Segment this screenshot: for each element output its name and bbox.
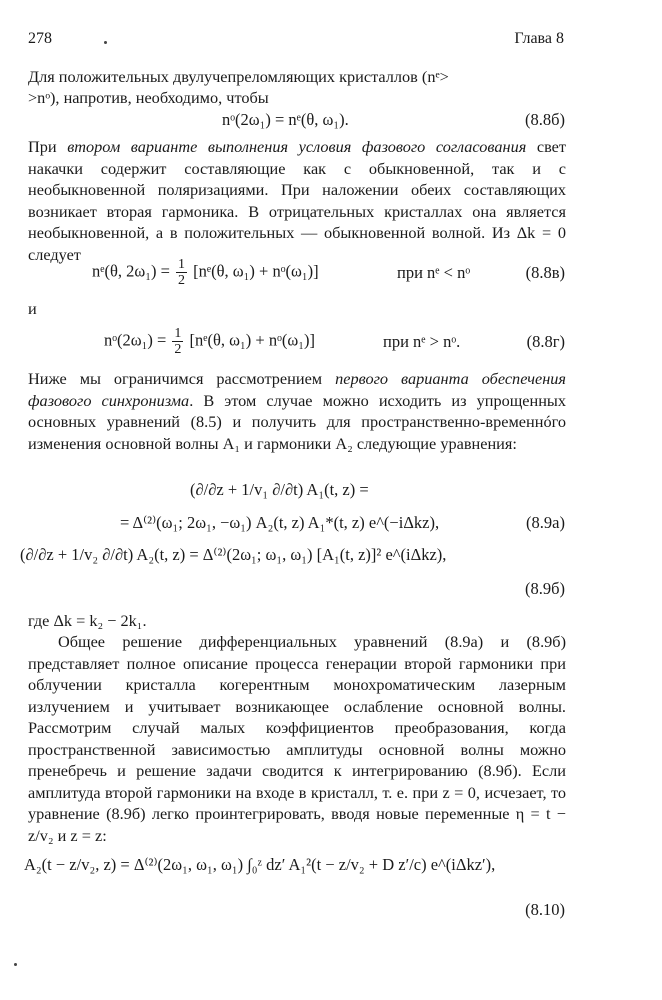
equation-8-9a-line2: = Δ⁽²⁾(ω₁; 2ω₁, −ω₁) A₂(t, z) A₁*(t, z) e^(−iΔkz), bbox=[120, 513, 440, 532]
para3-rest: . В этом случае можно исходить из упрощенных основных уравнений (8.5) и получить для пространственно-временнóго изменения основной волны A₁ и гармоники A₂ следующие уравнения: bbox=[28, 390, 567, 453]
print-speck bbox=[104, 41, 107, 44]
para3-italic: первого варианта обеспечения фазового синхронизма bbox=[28, 369, 566, 410]
para2-italic: втором варианте выполнения условия фазового согласования bbox=[67, 137, 527, 156]
para2-rest: свет накачки содержит составляющие как с обыкновенной, так и с необыкновенной поляризациями. При наложении обеих составляющих возникает вторая гармоника. В отрицательных кристаллах она является необыкновенной, а в положительных — обыкновенной волной. Из Δk = 0 следует bbox=[28, 137, 567, 264]
para2-lead: При bbox=[28, 137, 68, 156]
eq-8-8v-condition: при nᵉ < nᵒ bbox=[397, 263, 471, 282]
equation-8-9b: (∂/∂z + 1/v₂ ∂/∂t) A₂(t, z) = Δ⁽²⁾(2ω₁; ω₁, ω₁) [A₁(t, z)]² e^(iΔkz), bbox=[20, 545, 447, 564]
equation-number-8-8g: (8.8г) bbox=[526, 332, 565, 351]
equation-number-8-8b: (8.8б) bbox=[524, 110, 565, 129]
print-speck bbox=[14, 963, 17, 966]
eq-8-8v-left: nᵉ(θ, 2ω₁) = bbox=[92, 261, 170, 281]
eq-8-8v-bracket: [nᵉ(θ, ω₁) + nᵒ(ω₁)] bbox=[193, 261, 319, 281]
equation-8-10: A₂(t − z/v₂, z) = Δ⁽²⁾(2ω₁, ω₁, ω₁) ∫₀ᶻ dz′ A₁²(t − z/v₂ + D z′/c) e^(iΔkz′), bbox=[24, 855, 496, 874]
equation-number-8-9a: (8.9а) bbox=[526, 513, 565, 532]
equation-8-8v bbox=[92, 257, 319, 288]
chapter-heading: Глава 8 bbox=[514, 30, 564, 47]
equation-8-8g bbox=[104, 326, 315, 357]
eq-8-8g-left: nᵒ(2ω₁) = bbox=[104, 330, 167, 350]
fraction-one-half: $\frac{1}{2}$ bbox=[174, 326, 182, 357]
equation-8-9a-line1: (∂/∂z + 1/v₁ ∂/∂t) A₁(t, z) = bbox=[190, 480, 369, 499]
para1-line1: Для положительных двулучепреломляющих кристаллов (nᵉ> bbox=[28, 67, 449, 86]
paragraph-general-solution: Общее решение дифференциальных уравнений (8.9а) и (8.9б) представляет полное описание процесса генерации второй гармоники при облучении кристалла когерентным монохроматическим лазерным излучением и учитывает возникающее ослабление основной волны. Рассмотрим случай малых коэффициентов преобразования, когда пространственной зависимостью амплитуды основной волны можно пренебречь и решение задачи сводится к интегрированию (8.9б). Если амплитуда второй гармоники на входе в кристалл, т. е. при z = 0, исчезает, то уравнение (8.9б) легко проинтегрировать, вводя новые переменные η = t − z/v₂ и z = z: bbox=[28, 632, 566, 845]
equation-number-8-9b: (8.9б) bbox=[524, 579, 565, 598]
para3-lead: Ниже мы ограничимся рассмотрением bbox=[28, 369, 336, 388]
para1-line2: >nᵒ), напротив, необходимо, чтобы bbox=[28, 88, 269, 107]
page-number: 278 bbox=[28, 30, 52, 47]
fraction-one-half: $\frac{1}{2}$ bbox=[178, 257, 186, 288]
paragraph-second-variant bbox=[28, 136, 566, 265]
conjunction-and: и bbox=[28, 299, 37, 318]
paragraph-first-variant bbox=[28, 368, 566, 454]
eq-8-8g-bracket: [nᵉ(θ, ω₁) + nᵒ(ω₁)] bbox=[189, 330, 315, 350]
equation-number-8-8v: (8.8в) bbox=[525, 263, 565, 282]
equation-number-8-10: (8.10) bbox=[525, 900, 565, 919]
eq-8-8g-condition: при nᵉ > nᵒ. bbox=[383, 332, 461, 351]
equation-8-8b: nᵒ(2ω₁) = nᵉ(θ, ω₁). bbox=[222, 110, 349, 129]
where-delta-k: где Δk = k₂ − 2k₁. bbox=[28, 611, 147, 630]
